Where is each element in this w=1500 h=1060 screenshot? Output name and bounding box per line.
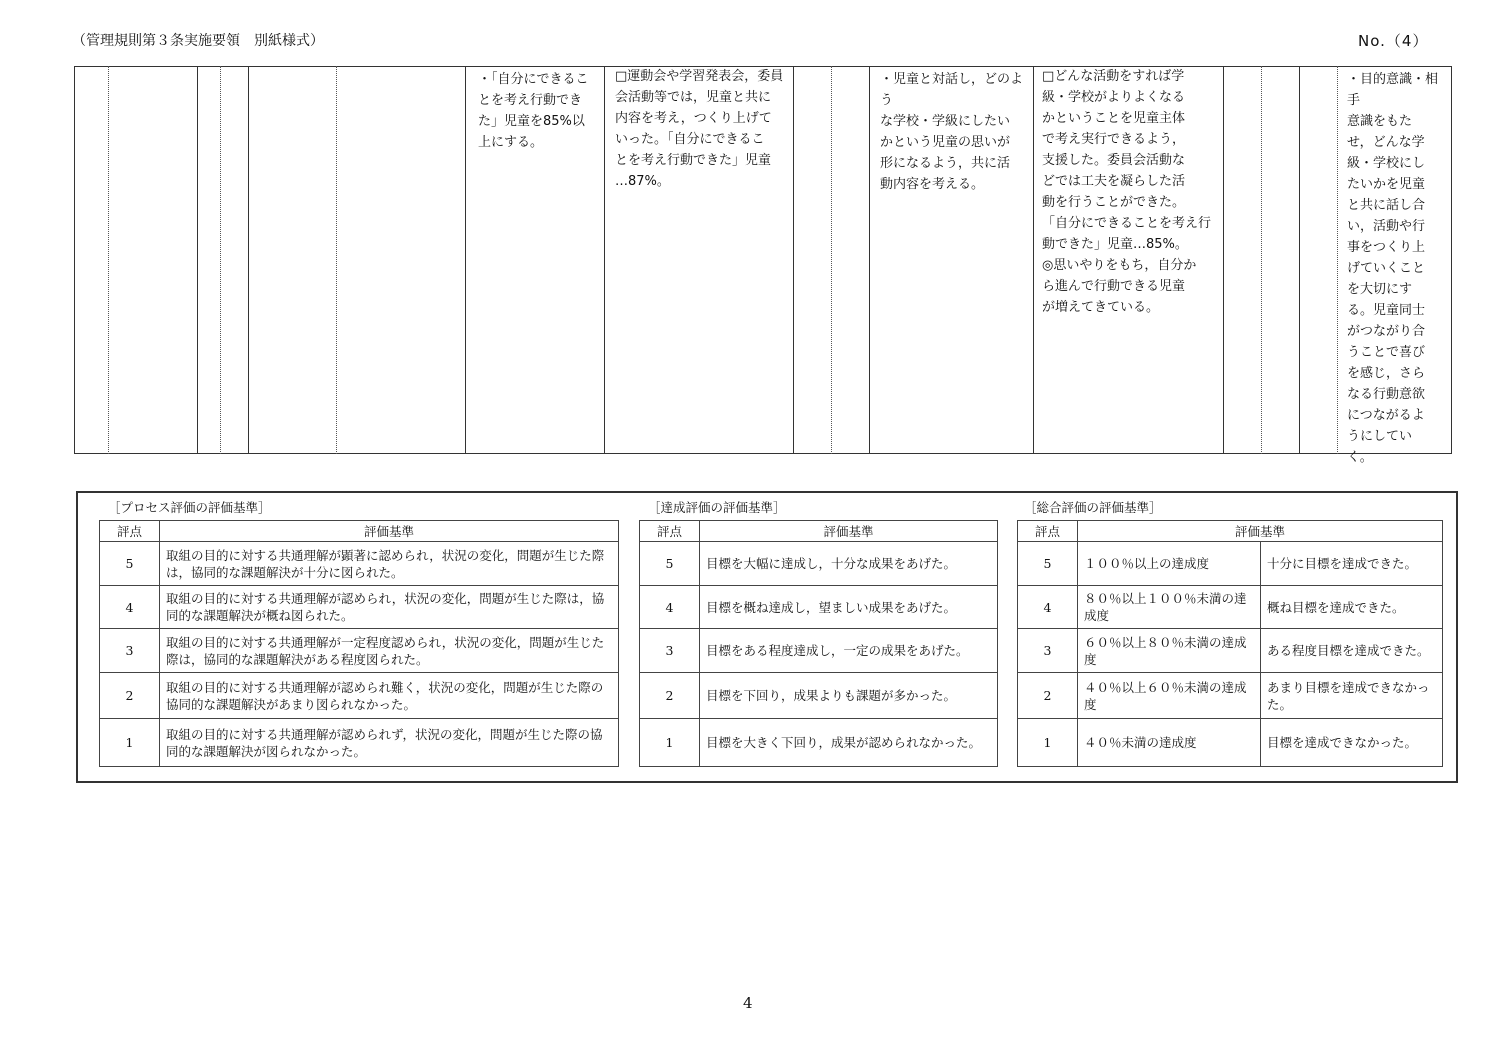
table-header-row xyxy=(100,521,619,542)
criteria-cell: 目標をある程度達成し，一定の成果をあげた。 xyxy=(700,629,998,673)
range-cell: ８０％以上１００％未満の達成度 xyxy=(1078,586,1261,629)
criteria-cell: 目標を大幅に達成し，十分な成果をあげた。 xyxy=(700,542,998,586)
score-cell: 1 xyxy=(100,719,160,767)
score-cell: 2 xyxy=(1018,673,1078,719)
improvement-cell: ・目的意識・相手 意識をもた せ，どんな学 級・学校にし たいかを児童 と共に話し合 い，活動や行 事をつくり上 げていくこと を大切にす る。児童同士 がつながり合 うことで喜び を感じ，さら なる行動意欲 につながるよ うにしてい く。 xyxy=(1347,72,1439,465)
criteria-cell: 取組の目的に対する共通理解が認められ，状況の変化，問題が生じた際は，協同的な課題解決が概ね図られた。 xyxy=(160,586,619,629)
table-row xyxy=(640,542,998,586)
table-row xyxy=(640,673,998,719)
criteria-cell: 取組の目的に対する共通理解が顕著に認められ，状況の変化，問題が生じた際は，協同的な課題解決が十分に図られた。 xyxy=(160,542,619,586)
result-cell: □運動会や学習発表会，委員 会活動等では，児童と共に 内容を考え，つくり上げて いった。「自分にできるこ とを考え行動できた」児童 …87%。 xyxy=(615,69,784,189)
evaluation-cell: □どんな活動をすれば学 級・学校がよりよくなる かということを児童主体 で考え実行できるよう， 支援した。委員会活動な どでは工夫を凝らした活 動を行うことができた。 「自分にできることを考え行 動できた」児童…85%。 ◎思いやりをもち，自分か ら進んで行動できる児童 が増えてきている。 xyxy=(1042,69,1212,315)
range-cell: ４０％以上６０％未満の達成度 xyxy=(1078,673,1261,719)
page-number: 4 xyxy=(743,994,753,1012)
criteria-cell: 取組の目的に対する共通理解が認められ難く，状況の変化，問題が生じた際の協同的な課題解決があまり図られなかった。 xyxy=(160,673,619,719)
criteria-cell: 取組の目的に対する共通理解が認められず，状況の変化，問題が生じた際の協同的な課題解決が図られなかった。 xyxy=(160,719,619,767)
table-row xyxy=(100,586,619,629)
criteria-cell: 目標を達成できなかった。 xyxy=(1261,719,1443,767)
column-divider xyxy=(1223,66,1224,454)
achievement-criteria-title: ［達成評価の評価基準］ xyxy=(648,500,786,515)
column-divider xyxy=(336,66,337,454)
criteria-cell: 目標を下回り，成果よりも課題が多かった。 xyxy=(700,673,998,719)
column-header: 評点 xyxy=(1018,521,1078,542)
column-header: 評点 xyxy=(640,521,700,542)
main-table xyxy=(74,66,1452,465)
score-cell: 2 xyxy=(640,673,700,719)
criteria-cell: 取組の目的に対する共通理解が一定程度認められ，状況の変化，問題が生じた際は，協同的な課題解決がある程度図られた。 xyxy=(160,629,619,673)
column-header: 評価基準 xyxy=(1078,521,1443,542)
table-row xyxy=(100,629,619,673)
score-cell: 4 xyxy=(1018,586,1078,629)
criteria-cell: あまり目標を達成できなかった。 xyxy=(1261,673,1443,719)
range-cell: ４０％未満の達成度 xyxy=(1078,719,1261,767)
table-row xyxy=(100,673,619,719)
score-cell: 3 xyxy=(1018,629,1078,673)
score-cell: 1 xyxy=(640,719,700,767)
column-divider xyxy=(1337,66,1338,454)
column-divider xyxy=(604,66,605,454)
criteria-cell: ある程度目標を達成できた。 xyxy=(1261,629,1443,673)
plan-cell: ・児童と対話し，どのよう な学校・学級にしたい かという児童の思いが 形になるよう，共に活 動内容を考える。 xyxy=(880,72,1024,192)
table-header-row xyxy=(640,521,998,542)
table-row xyxy=(100,542,619,586)
table-row xyxy=(1018,629,1443,673)
column-divider xyxy=(869,66,870,454)
column-divider xyxy=(220,66,221,454)
criteria-cell: 概ね目標を達成できた。 xyxy=(1261,586,1443,629)
column-divider xyxy=(465,66,466,454)
range-cell: ６０％以上８０％未満の達成度 xyxy=(1078,629,1261,673)
range-cell: １００％以上の達成度 xyxy=(1078,542,1261,586)
column-header: 評価基準 xyxy=(160,521,619,542)
achievement-criteria-table xyxy=(639,520,998,767)
criteria-cell: 目標を大きく下回り，成果が認められなかった。 xyxy=(700,719,998,767)
criteria-cell: 目標を概ね達成し，望ましい成果をあげた。 xyxy=(700,586,998,629)
score-cell: 4 xyxy=(100,586,160,629)
criteria-cell: 十分に目標を達成できた。 xyxy=(1261,542,1443,586)
column-divider xyxy=(831,66,832,454)
column-divider xyxy=(1299,66,1300,454)
score-cell: 3 xyxy=(100,629,160,673)
header-left: （管理規則第３条実施要領 別紙様式） xyxy=(72,33,324,49)
column-divider xyxy=(248,66,249,454)
target-cell: ・「自分にできるこ とを考え行動でき た」児童を85%以 上にする。 xyxy=(478,72,589,150)
table-row xyxy=(640,629,998,673)
process-criteria-table xyxy=(99,520,619,767)
column-divider xyxy=(1261,66,1262,454)
table-header-row xyxy=(1018,521,1443,542)
table-row xyxy=(1018,586,1443,629)
score-cell: 5 xyxy=(100,542,160,586)
column-header: 評点 xyxy=(100,521,160,542)
score-cell: 2 xyxy=(100,673,160,719)
overall-criteria-table xyxy=(1017,520,1443,767)
table-row xyxy=(1018,542,1443,586)
table-row xyxy=(1018,673,1443,719)
table-row xyxy=(640,586,998,629)
table-row xyxy=(100,719,619,767)
score-cell: 5 xyxy=(1018,542,1078,586)
column-divider xyxy=(108,66,109,454)
overall-criteria-title: ［総合評価の評価基準］ xyxy=(1024,500,1162,515)
score-cell: 5 xyxy=(640,542,700,586)
score-cell: 1 xyxy=(1018,719,1078,767)
process-criteria-title: ［プロセス評価の評価基準］ xyxy=(108,500,271,515)
score-cell: 3 xyxy=(640,629,700,673)
table-row xyxy=(640,719,998,767)
column-divider xyxy=(197,66,198,454)
column-divider xyxy=(1033,66,1034,454)
header-right: No.（4） xyxy=(1358,32,1429,50)
table-row xyxy=(1018,719,1443,767)
score-cell: 4 xyxy=(640,586,700,629)
column-header: 評価基準 xyxy=(700,521,998,542)
